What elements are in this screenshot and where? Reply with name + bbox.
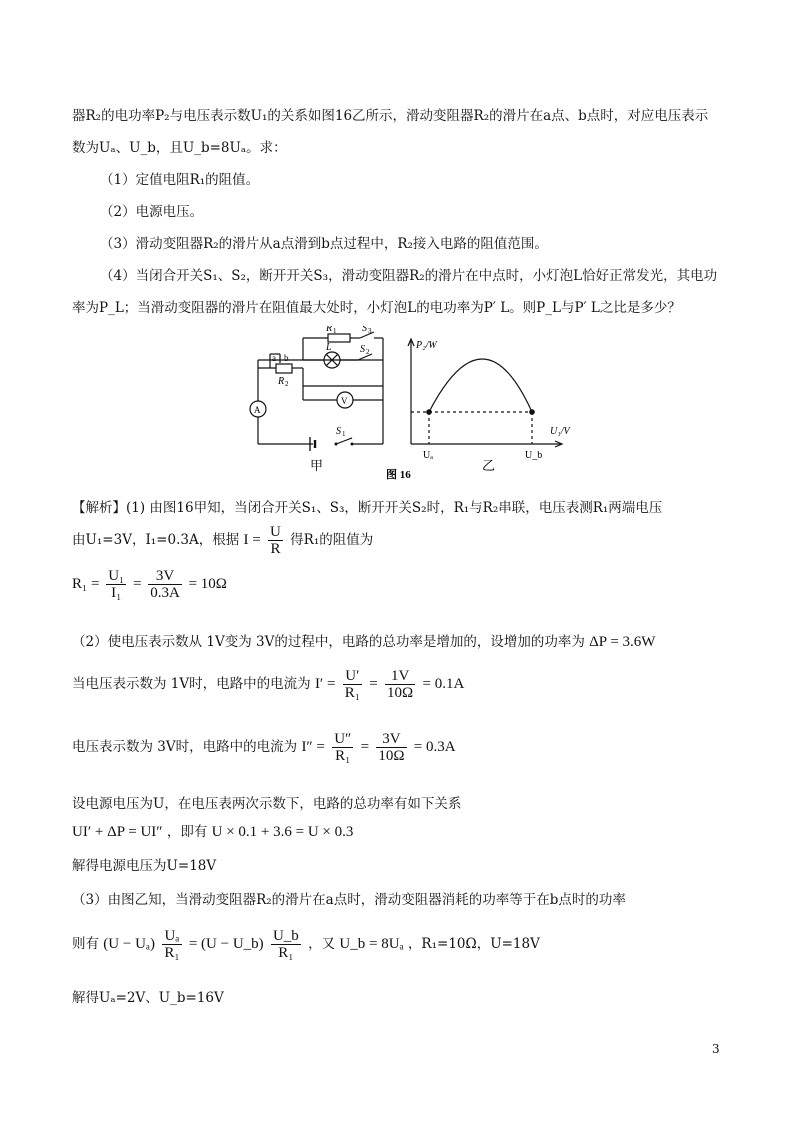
fraction <box>376 731 406 764</box>
label-voltmeter: V <box>341 396 348 406</box>
resistor-r1 <box>328 334 350 342</box>
text: ，又 <box>308 936 336 952</box>
eq-condition: U_b = 8Uₐ <box>339 936 404 952</box>
solution-line-4 <box>72 630 655 651</box>
label-ammeter: A <box>254 405 261 415</box>
label-s3: S <box>362 326 367 334</box>
page-number: 3 <box>712 1042 720 1056</box>
den: R₁ <box>344 685 360 701</box>
solution-line-5 <box>72 668 464 701</box>
eq-i: I = <box>243 532 261 548</box>
graph-ylabel: P₂/W <box>416 340 437 351</box>
eq-rhs: = 0.3A <box>413 739 456 755</box>
den: R <box>270 541 281 557</box>
point-a <box>426 409 432 415</box>
question-2: （2）电源电压。 <box>100 204 204 220</box>
caption-yi: 乙 <box>482 458 496 473</box>
label-s2-sub: 2 <box>366 348 370 356</box>
den: R₁ <box>278 945 294 961</box>
num: 3V <box>376 731 406 748</box>
power-graph <box>408 339 562 447</box>
solution-line-2 <box>72 524 373 557</box>
label-s3-sub: 3 <box>368 327 372 335</box>
question-4-line-2: 率为P_L；当滑动变阻器的滑片在阻值最大处时，小灯泡L的电功率为P′ L。则P_L与P′ L之比是多少？ <box>72 300 681 316</box>
equation-r1 <box>72 568 227 601</box>
eq-rhs: = 0.1A <box>422 676 465 692</box>
eq-rhs: = 10Ω <box>188 575 227 592</box>
label-s2: S <box>360 344 365 355</box>
text: 则有 <box>72 936 99 952</box>
label-r2-sub: 2 <box>285 380 289 388</box>
eq-lhs: R₁ = <box>72 575 100 592</box>
label-a: a <box>272 353 276 363</box>
num: U₁ <box>108 568 125 584</box>
graph-tick-ub: U_b <box>525 450 543 461</box>
num: U″ <box>334 731 352 747</box>
eq-power-numbers: U × 0.1 + 3.6 = U × 0.3 <box>211 824 354 840</box>
solution-line-8 <box>72 820 353 841</box>
num: 3V <box>148 568 182 585</box>
fraction <box>385 668 415 701</box>
den: 10Ω <box>378 748 405 764</box>
question-1: （1）定值电阻R₁的阻值。 <box>100 172 260 188</box>
text: （2）使电压表示数从 1V变为 3V的过程中，电路的总功率是增加的，设增加的功率为 <box>72 634 585 650</box>
graph-xlabel: U₁/V <box>550 426 570 437</box>
eq-power-balance: UI′ + ΔP = UI″ <box>72 824 163 840</box>
solution-line-9: 解得电源电压为U=18V <box>72 858 217 874</box>
text: 电压表示数为 3V时，电路中的电流为 <box>72 739 298 755</box>
eq-mid: = <box>369 676 378 692</box>
den: 10Ω <box>387 685 414 701</box>
fraction-u-r <box>268 524 283 557</box>
solution-line-12: 解得Uₐ=2V、U_b=16V <box>72 990 224 1006</box>
figure-title: 图 16 <box>386 469 411 481</box>
resistor-r2 <box>276 364 292 373</box>
num: 1V <box>385 668 415 685</box>
label-b: b <box>284 353 289 363</box>
text: 由U₁=3V，I₁=0.3A，根据 <box>72 532 240 548</box>
label-l: L <box>326 342 332 353</box>
fraction <box>271 928 301 961</box>
text: 得R₁的阻值为 <box>290 532 374 548</box>
den: 0.3A <box>150 585 180 601</box>
eq-mid: = <box>360 739 370 755</box>
caption-jia: 甲 <box>310 458 324 473</box>
fraction <box>332 731 353 764</box>
figure-16 <box>240 326 580 488</box>
point-b <box>529 409 535 415</box>
eq-part: = (U − U_b) <box>188 936 264 952</box>
num: U <box>270 524 281 540</box>
problem-line-1: 器R₂的电功率P₂与电压表示数U₁的关系如图16乙所示，滑动变阻器R₂的滑片在a点、b点时，对应电压表示 <box>72 108 709 124</box>
den: R₁ <box>335 748 351 764</box>
question-4-line-1: （4）当闭合开关S₁、S₂，断开开关S₃，滑动变阻器R₂的滑片在中点时，小灯泡L恰好正常发光，其电功 <box>100 268 718 284</box>
text: 当电压表示数为 1V时，电路中的电流为 <box>72 676 311 692</box>
power-curve <box>429 359 532 412</box>
num: U′ <box>343 668 362 685</box>
question-3: （3）滑动变阻器R₂的滑片从a点滑到b点过程中，R₂接入电路的阻值范围。 <box>100 236 548 252</box>
solution-line-7: 设电源电压为U，在电压表两次示数下，电路的总功率有如下关系 <box>72 796 462 812</box>
label-r1: R <box>326 326 333 334</box>
figure-svg <box>240 326 580 488</box>
label-r1-sub: 1 <box>333 327 337 335</box>
solution-line-6 <box>72 731 456 764</box>
graph-tick-ua: Uₐ <box>423 450 433 461</box>
num: Uₐ <box>162 928 181 945</box>
eq-delta-p: ΔP = 3.6W <box>589 634 656 650</box>
den: I₁ <box>111 585 122 601</box>
fraction <box>343 668 362 701</box>
eq-lhs: I″ = <box>301 739 325 755</box>
text: ，即有 <box>166 824 208 840</box>
solution-line-11 <box>72 928 540 961</box>
fraction <box>106 568 126 601</box>
eq-lhs: I′ = <box>314 676 336 692</box>
num: U_b <box>272 928 299 944</box>
label-s1: S <box>336 426 341 437</box>
eq-part: (U − Uₐ) <box>103 936 156 952</box>
label-r2: R <box>278 376 285 387</box>
fraction <box>162 928 181 961</box>
solution-line-1: 【解析】(1) 由图16甲知，当闭合开关S₁、S₃，断开开关S₂时，R₁与R₂串联，电压表测R₁两端电压 <box>72 500 663 516</box>
den: R₁ <box>164 945 180 961</box>
eq-mid: = <box>133 575 142 592</box>
text: ，R₁=10Ω，U=18V <box>407 936 540 952</box>
fraction <box>148 568 182 601</box>
problem-line-2: 数为Uₐ、U_b，且U_b=8Uₐ。求： <box>72 140 287 156</box>
label-s1-sub: 1 <box>342 430 346 438</box>
solution-line-10: （3）由图乙知，当滑动变阻器R₂的滑片在a点时，滑动变阻器消耗的功率等于在b点时的功率 <box>72 892 626 908</box>
